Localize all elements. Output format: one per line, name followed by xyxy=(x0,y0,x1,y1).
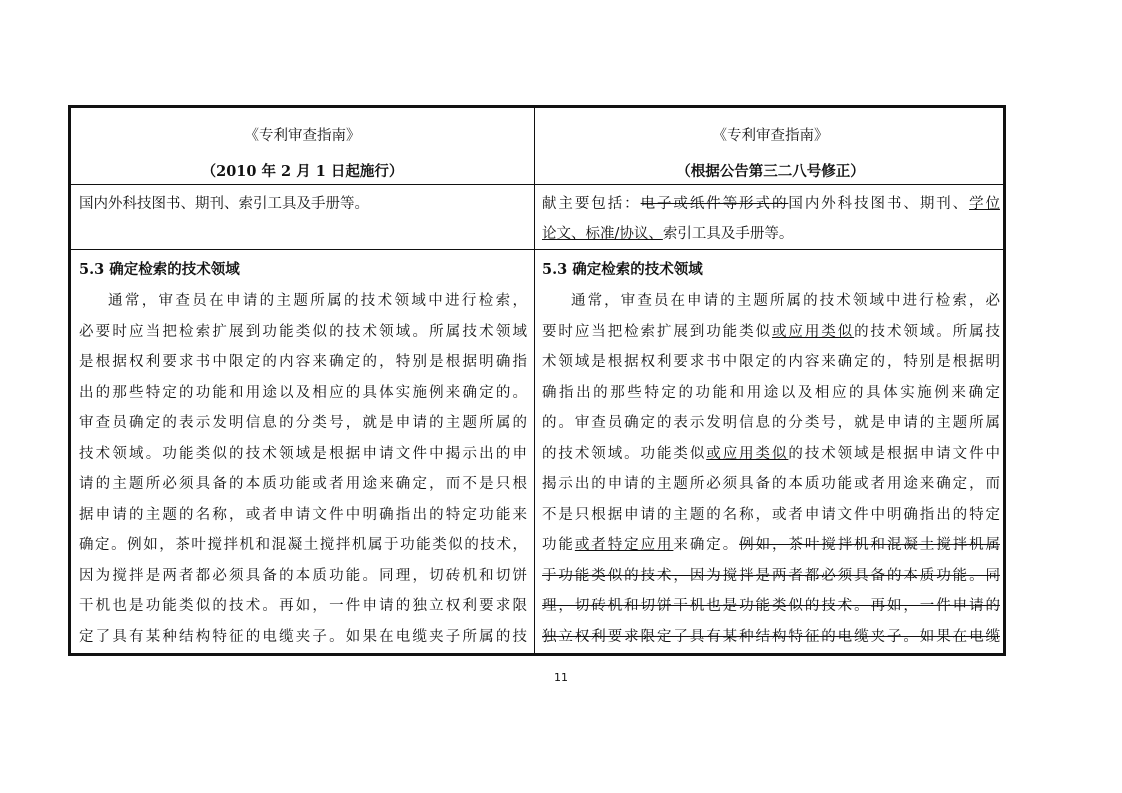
text-segment: 通常，审查员在申请的主题所属的技术领域中进行检索，必 xyxy=(571,293,1000,309)
section-left xyxy=(79,258,527,654)
left-header-subtitle: （2010 年 2 月 1 日起施行） xyxy=(201,163,404,180)
text-line: 审查员确定的表示发明信息的分类号，就是申请的主题所属的 xyxy=(79,415,527,431)
text-segment: 来确定。 xyxy=(673,537,740,553)
text-line: 是根据权利要求书中限定的内容来确定的，特别是根据明确指 xyxy=(79,354,527,370)
text-line xyxy=(542,350,1000,371)
text-line: 技术领域。功能类似的技术领域是根据申请文件中揭示出的申 xyxy=(79,445,527,462)
section-heading-left: 5.3 确定检索的技术领域 xyxy=(79,261,240,278)
page-number: 11 xyxy=(554,671,568,684)
text-segment: 国内外科技图书、期刊、 xyxy=(788,196,970,212)
deleted-text: 例如，茶叶搅拌机和混凝土搅拌机属 xyxy=(739,537,1000,553)
text-line: 必要时应当把检索扩展到功能类似的技术领域。所属技术领域 xyxy=(79,323,527,340)
text-line: 干机也是功能类似的技术。再如，一件申请的独立权利要求限 xyxy=(79,598,527,614)
text-line xyxy=(542,411,1000,432)
inserted-text: 学位 xyxy=(969,196,1000,212)
text-line: 通常，审查员在申请的主题所属的技术领域中进行检索， xyxy=(108,293,527,309)
column-divider xyxy=(534,108,535,653)
text-line: 因为搅拌是两者都必须具备的本质功能。同理，切砖机和切饼 xyxy=(79,567,527,584)
left-header-title: 《专利审查指南》 xyxy=(244,128,361,144)
row1-left-text: 国内外科技图书、期刊、索引工具及手册等。 xyxy=(79,196,369,212)
text-line xyxy=(542,594,1000,615)
text-segment: 揭示出的申请的主题所必须具备的本质功能或者用途来确定，而 xyxy=(542,476,1000,492)
text-segment: 的。审查员确定的表示发明信息的分类号，就是申请的主题所属 xyxy=(542,415,1000,431)
right-header-subtitle: （根据公告第三二八号修正） xyxy=(676,163,865,180)
inserted-text: 或应用类似 xyxy=(771,323,855,340)
text-line xyxy=(542,625,1000,646)
text-line xyxy=(542,192,1000,213)
text-segment: 功能 xyxy=(542,537,575,553)
text-line xyxy=(542,533,1000,554)
comparison-table xyxy=(68,105,1006,656)
deleted-text: 电子或纸件等形式的 xyxy=(640,196,789,212)
inserted-text: 或应用类似 xyxy=(706,445,789,462)
section-right xyxy=(542,258,1000,654)
row1-right xyxy=(542,192,1000,248)
text-segment: 不是只根据申请的主题的名称，或者申请文件中明确指出的特定 xyxy=(542,506,1000,523)
row-divider xyxy=(71,249,1003,250)
text-line xyxy=(542,381,1000,402)
deleted-text: 理，切砖机和切饼干机也是功能类似的技术。再如，一件申请的 xyxy=(542,598,1000,614)
text-line: 定了具有某种结构特征的电缆夹子。如果在电缆夹子所属的技 xyxy=(79,628,527,645)
text-line: 确定。例如，茶叶搅拌机和混凝土搅拌机属于功能类似的技术， xyxy=(79,537,527,553)
text-segment: 献主要包括： xyxy=(542,196,641,212)
text-segment: 确指出的那些特定的功能和用途以及相应的具体实施例来确定 xyxy=(542,384,1000,401)
text-line xyxy=(542,503,1000,524)
deleted-text: 于功能类似的技术，因为搅拌是两者都必须具备的本质功能。同 xyxy=(542,567,1000,584)
left-header xyxy=(71,108,534,184)
text-segment: 术领域是根据权利要求书中限定的内容来确定的，特别是根据明 xyxy=(542,354,1000,370)
inserted-text: 或者特定应用 xyxy=(574,537,674,553)
header-divider xyxy=(71,184,1003,185)
text-line xyxy=(542,222,1000,243)
text-segment: 的技术领域是根据申请文件中 xyxy=(788,445,1000,462)
text-line xyxy=(542,472,1000,493)
section-heading-right: 5.3 确定检索的技术领域 xyxy=(542,261,703,278)
right-header-title: 《专利审查指南》 xyxy=(712,128,829,144)
deleted-text: 独立权利要求限定了具有某种结构特征的电缆夹子。如果在电缆 xyxy=(542,628,1000,645)
inserted-text: 论文、标准/协议、 xyxy=(542,226,663,242)
text-line xyxy=(542,289,1000,310)
text-segment: 的技术领域。功能类似 xyxy=(542,445,707,462)
text-segment: 要时应当把检索扩展到功能类似 xyxy=(542,323,772,340)
text-segment: 的技术领域。所属技 xyxy=(854,323,1000,340)
text-line: 出的那些特定的功能和用途以及相应的具体实施例来确定的。 xyxy=(79,384,527,401)
text-segment: 索引工具及手册等。 xyxy=(662,226,794,242)
text-line xyxy=(542,320,1000,341)
text-line xyxy=(542,564,1000,585)
text-line: 请的主题所必须具备的本质功能或者用途来确定，而不是只根 xyxy=(79,476,527,492)
text-line: 据申请的主题的名称，或者申请文件中明确指出的特定功能来 xyxy=(79,506,527,523)
text-line xyxy=(542,442,1000,463)
right-header xyxy=(535,108,1006,184)
